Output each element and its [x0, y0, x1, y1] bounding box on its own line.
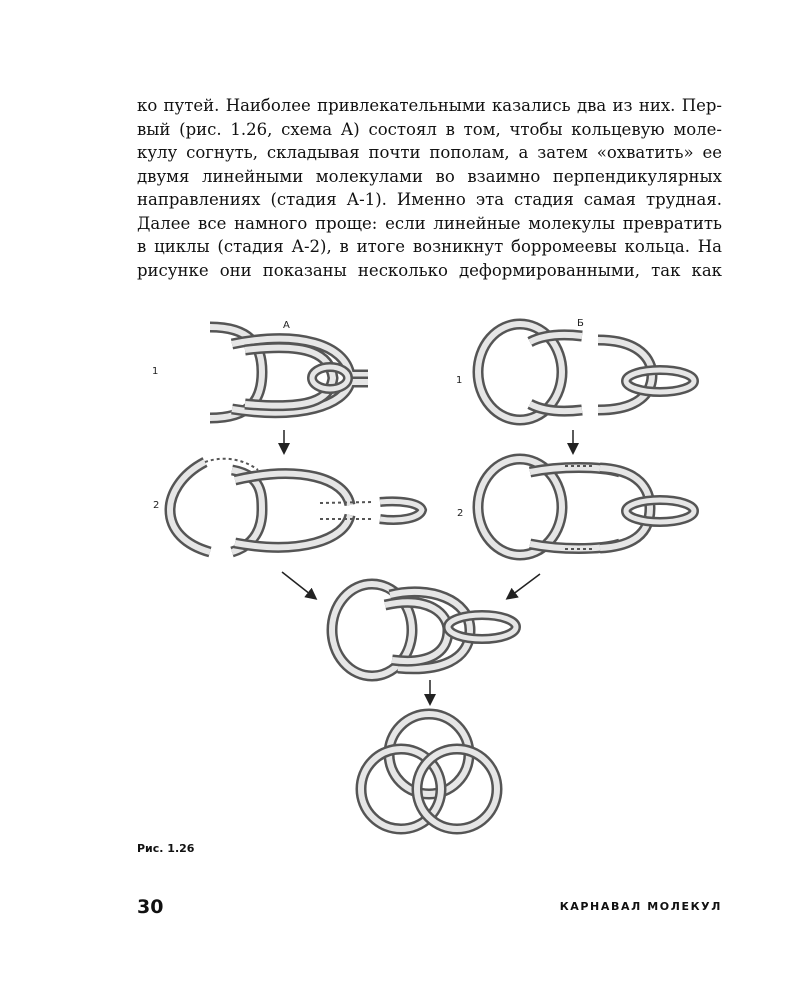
text-line: вый (рис. 1.26, схема А) состоял в том, чтобы кольцевую моле- [137, 119, 722, 139]
final-borromean-rings [361, 714, 497, 829]
open-small-ring [320, 501, 422, 520]
scheme-a-label: А [283, 320, 290, 331]
text-line: в циклы (стадия А-2), в итоге возникнут борромеевы кольца. На [137, 237, 722, 256]
page-number: 30 [137, 896, 164, 918]
merged-borromean-diagram [332, 584, 516, 676]
small-ring-right [626, 500, 694, 522]
scheme-b-stage-1-diagram [478, 324, 694, 420]
scheme-a-stage-1-diagram [210, 327, 368, 418]
scheme-a-stage-2-diagram [170, 459, 422, 552]
stage-a1-label: 1 [152, 366, 159, 377]
arrow-diagonal-b [508, 574, 540, 598]
text-line: направлениях (стадия А-1). Именно эта стадия самая трудная. [137, 190, 722, 209]
stage-a2-label: 2 [153, 500, 160, 511]
running-head: КАРНАВАЛ МОЛЕКУЛ [559, 900, 722, 913]
stage-b2-label: 2 [457, 508, 464, 519]
small-ring-right [448, 615, 516, 639]
text-line: Далее все намного проще: если линейные молекулы превратить [137, 213, 722, 233]
scheme-b-stage-2-diagram [478, 459, 694, 555]
text-line: двумя линейными молекулами во взаимно перпендикулярных [137, 166, 722, 186]
arrow-diagonal-a [282, 572, 315, 598]
borromean-rings-figure [0, 300, 800, 840]
small-ring-right [626, 370, 694, 392]
text-line: ко путей. Наиболее привлекательными казались два из них. Пер- [137, 96, 722, 115]
text-line: кулу согнуть, складывая почти пополам, а затем «охватить» ее [137, 143, 722, 162]
stage-b1-label: 1 [456, 375, 463, 386]
top-strand [235, 474, 350, 505]
figure-caption: Рис. 1.26 [137, 842, 195, 855]
scheme-b-label: Б [577, 318, 584, 329]
text-line: рисунке они показаны несколько деформированными, так как [137, 260, 722, 280]
body-text [137, 94, 722, 282]
